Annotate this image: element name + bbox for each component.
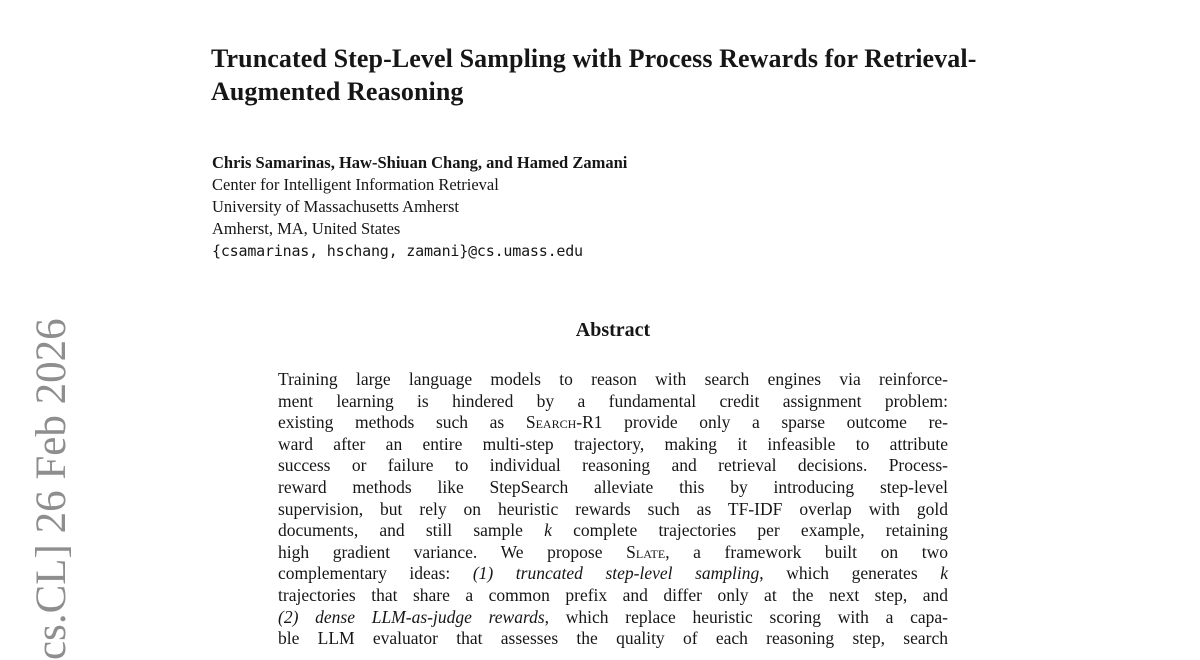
paper-title: Truncated Step-Level Sampling with Process Rewards for Retrieval-Augmented Reasoning bbox=[211, 44, 977, 106]
abstract-line: Training large language models to reason with search engines via reinforce- bbox=[278, 369, 948, 389]
abstract-heading: Abstract bbox=[575, 319, 651, 341]
abstract-line: ward after an entire multi-step trajectory, making it infeasible to attribute bbox=[278, 433, 948, 454]
affiliation-line: Center for Intelligent Information Retrieval bbox=[212, 175, 499, 194]
abstract-line: reward methods like StepSearch alleviate this by introducing step-level bbox=[278, 476, 948, 497]
abstract-line: existing methods such as Search-R1 provide only a sparse outcome re- bbox=[278, 412, 948, 433]
author-names: Chris Samarinas, Haw-Shiuan Chang, and Hamed Zamani bbox=[212, 153, 628, 172]
arxiv-watermark-label: cs.CL] 26 Feb 2026 bbox=[28, 318, 75, 660]
affiliation-line: University of Massachusetts Amherst bbox=[212, 197, 460, 216]
abstract-line: trajectories that share a common prefix and differ only at the next step, and bbox=[278, 584, 948, 605]
author-block bbox=[212, 152, 627, 262]
affiliation-line: Amherst, MA, United States bbox=[212, 219, 401, 238]
abstract-text bbox=[278, 369, 948, 650]
abstract-line: supervision, but rely on heuristic rewards such as TF-IDF overlap with gold bbox=[278, 498, 948, 519]
abstract-line: ble LLM evaluator that assesses the quality of each reasoning step, search bbox=[278, 628, 948, 649]
abstract-line: high gradient variance. We propose Slate, a framework built on two bbox=[278, 541, 948, 562]
abstract-line: complementary ideas: (1) truncated step-level sampling, which generates k bbox=[278, 563, 948, 584]
abstract-line: success or failure to individual reasoning and retrieval decisions. Process- bbox=[278, 455, 948, 476]
abstract-line: (2) dense LLM-as-judge rewards, which replace heuristic scoring with a capa- bbox=[278, 606, 948, 627]
abstract-section bbox=[278, 317, 948, 650]
author-emails: {csamarinas, hschang, zamani}@cs.umass.edu bbox=[212, 242, 583, 260]
abstract-line: documents, and still sample k complete trajectories per example, retaining bbox=[278, 520, 948, 541]
abstract-line: ment learning is hindered by a fundamental credit assignment problem: bbox=[278, 390, 948, 411]
